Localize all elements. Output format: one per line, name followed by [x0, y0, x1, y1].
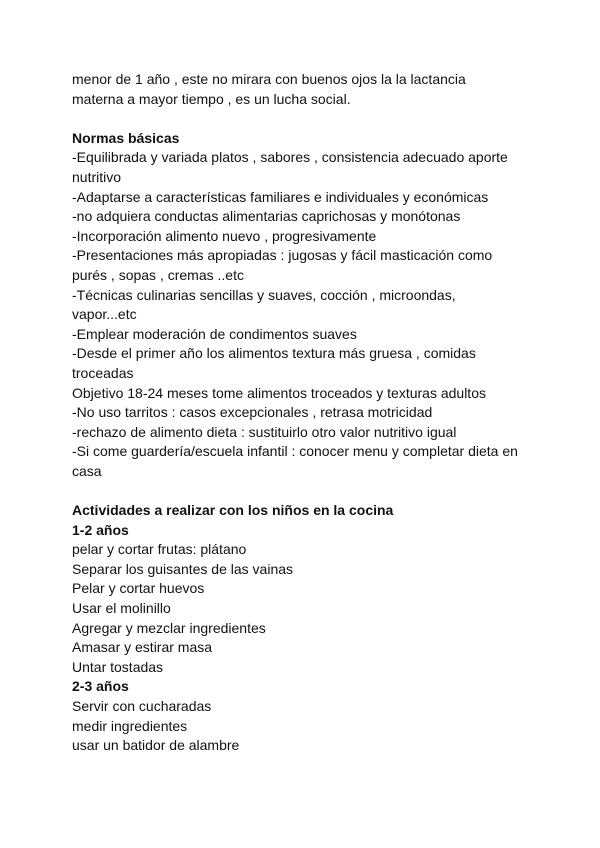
activity-item: Untar tostadas [72, 658, 164, 675]
activity-item: Separar los guisantes de las vainas [72, 560, 294, 577]
activity-item: Usar el molinillo [72, 600, 171, 617]
activity-item: medir ingredientes [72, 717, 188, 734]
normas-line: -Presentaciones más apropiadas : jugosas y fácil masticación como [72, 247, 493, 264]
normas-line: -Si come guardería/escuela infantil : conocer menu y completar dieta en [72, 443, 518, 460]
normas-line: -Equilibrada y variada platos , sabores , consistencia adecuado aporte [72, 149, 508, 166]
normas-line: -no adquiera conductas alimentarias caprichosas y monótonas [72, 208, 461, 225]
normas-line: -Adaptarse a características familiares e individuales y económicas [72, 188, 489, 205]
normas-line: -Emplear moderación de condimentos suaves [72, 325, 357, 342]
section-heading-actividades: Actividades a realizar con los niños en la cocina [72, 502, 394, 519]
intro-line: menor de 1 año , este no mirara con buenos ojos la la lactancia [72, 71, 466, 87]
normas-line: vapor...etc [72, 306, 137, 323]
spacer [72, 109, 550, 129]
normas-line: -rechazo de alimento dieta : sustituirlo otro valor nutritivo igual [72, 423, 457, 440]
normas-line: -No uso tarritos : casos excepcionales , retrasa motricidad [72, 404, 433, 421]
normas-line: casa [72, 462, 102, 479]
normas-line: -Desde el primer año los alimentos textura más gruesa , comidas [72, 345, 476, 362]
spacer [72, 481, 550, 501]
activity-item: Agregar y mezclar ingredientes [72, 619, 266, 636]
normas-line: purés , sopas , cremas ..etc [72, 266, 244, 283]
activity-item: usar un batidor de alambre [72, 737, 240, 754]
activity-item: Servir con cucharadas [72, 698, 212, 714]
normas-line: -Incorporación alimento nuevo , progresivamente [72, 227, 377, 244]
normas-line: Objetivo 18-24 meses tome alimentos troceados y texturas adultos [72, 384, 486, 401]
activity-item: Amasar y estirar masa [72, 639, 213, 656]
normas-line: nutritivo [72, 168, 122, 185]
subheading-1-2: 1-2 años [72, 521, 129, 538]
normas-line: -Técnicas culinarias sencillas y suaves, cocción , microondas, [72, 286, 456, 303]
intro-line: materna a mayor tiempo , es un lucha social. [72, 90, 351, 107]
section-heading-normas: Normas básicas [72, 129, 180, 146]
activity-item: pelar y cortar frutas: plátano [72, 541, 247, 558]
subheading-2-3: 2-3 años [72, 678, 129, 695]
activity-item: Pelar y cortar huevos [72, 580, 205, 597]
normas-line: troceadas [72, 364, 134, 381]
